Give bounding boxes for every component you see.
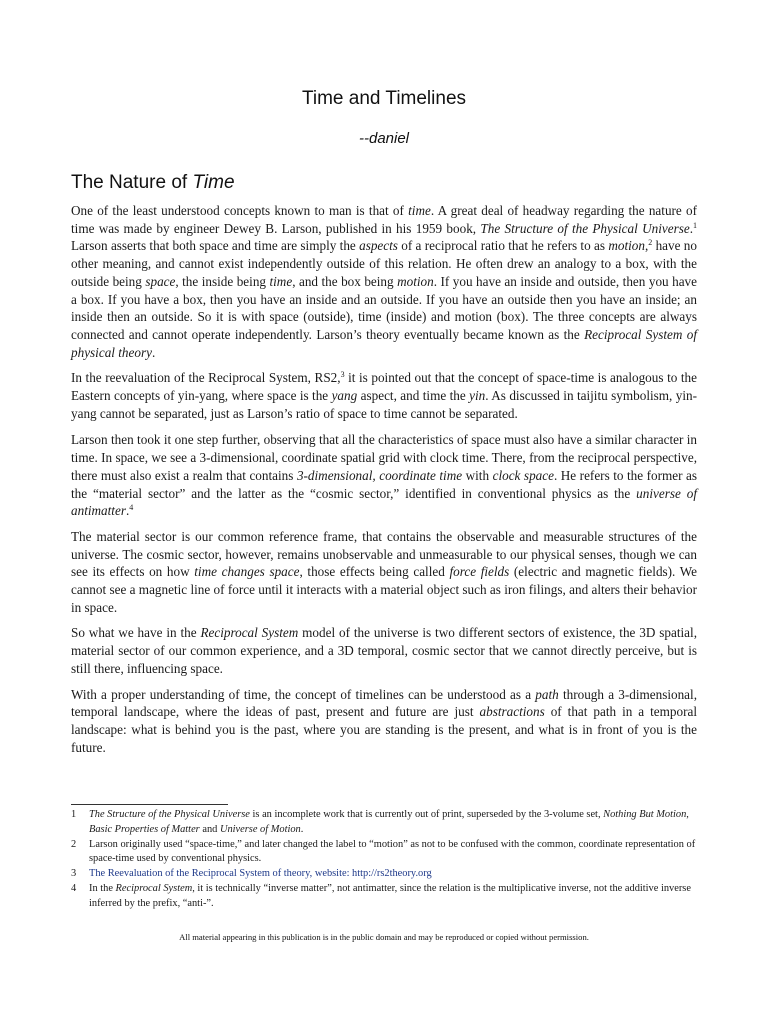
text-run: . xyxy=(300,823,304,835)
footnote-text xyxy=(89,808,711,838)
emphasis-text: time xyxy=(269,273,293,289)
footnote-text xyxy=(89,882,711,912)
text-run: it is pointed out that the concept of space-time is analogous to the Eastern concepts of yin-yang, where space is the xyxy=(71,370,697,404)
emphasis-text: universe of antimatter xyxy=(71,485,697,519)
text-run: is an incomplete work that is currently out of print, superseded by the 3-volume set, xyxy=(249,809,604,820)
section-heading-emphasis: Time xyxy=(192,172,235,193)
footnote-number: 4 xyxy=(71,882,77,894)
emphasis-text: Reciprocal System xyxy=(200,625,299,641)
paragraph xyxy=(71,528,697,617)
text-run: Larson asserts that both space and time are simply the xyxy=(71,238,360,254)
footnote-text xyxy=(89,838,711,868)
text-run: . xyxy=(125,503,130,519)
emphasis-text: Reciprocal System of physical theory xyxy=(71,326,698,360)
text-run: So what we have in the xyxy=(71,625,201,641)
footnote-number: 2 xyxy=(71,838,77,850)
paragraph xyxy=(71,686,697,757)
text-run: (electric and magnetic fields). We cannot see a magnetic line of force until it interacts with a material object such as iron filings, and alters their behavior in space. xyxy=(71,564,697,615)
text-run: . He refers to the former as the “material sector” and the latter as the “cosmic sector,” identified in conventional physics as the xyxy=(71,467,698,501)
footnote-divider xyxy=(71,804,228,805)
footnote xyxy=(71,882,711,912)
footnote-link[interactable] xyxy=(89,867,711,882)
text-run: In the xyxy=(89,882,116,894)
text-run: , it is technically “inverse matter”, not antimatter, since the relation is the multiplicative inverse, not the additive inverse inferred by the prefix, “anti-”. xyxy=(89,882,691,909)
text-run: of that path in a temporal landscape: what is behind you is the past, where you are standing is the present, and what is in front of you is the future. xyxy=(71,704,697,755)
footnote-ref[interactable]: 4 xyxy=(129,503,134,513)
emphasis-text: path xyxy=(535,686,559,702)
footnote-number: 3 xyxy=(71,868,77,880)
text-run: , xyxy=(644,238,649,254)
paragraph xyxy=(71,624,697,677)
text-run: have no other meaning, and cannot exist independently outside of this relation. He often drew an analogy to a box, with the outside being xyxy=(71,238,697,289)
paragraph xyxy=(71,369,697,422)
text-run: , and the box being xyxy=(292,273,398,289)
text-run: through a 3-dimensional, temporal landscape, where the ideas of past, present and future are just xyxy=(71,686,697,720)
footnote-ref[interactable]: 1 xyxy=(693,220,697,230)
emphasis-text: force fields xyxy=(449,564,510,580)
text-run: , xyxy=(686,809,689,820)
emphasis-text: abstractions xyxy=(479,704,545,720)
emphasis-text: yin xyxy=(469,388,486,404)
emphasis-text: The Structure of the Physical Universe xyxy=(480,220,690,236)
text-run: In the reevaluation of the Reciprocal System, RS2, xyxy=(71,370,341,386)
page-footer: All material appearing in this publication is in the public domain and may be reproduced or copied without permission. xyxy=(179,932,589,942)
text-run: One of the least understood concepts known to man is that of xyxy=(71,203,409,218)
text-run: Larson then took it one step further, observing that all the characteristics of space must also have a similar character in time. In space, we see a 3-dimensional, coordinate spatial grid with clock time. There, from the reciprocal perspective, there must also exist a realm that contains xyxy=(71,432,697,483)
emphasis-text: motion xyxy=(608,238,645,254)
text-run: . If you have an inside and outside, then you have a box. If you have a box, then you have an inside and an outside. If you have an outside then you have an inside; an inside then an outside. So it is with space (outside), time (inside) and motion (box). The three concepts are always connected and cannot operate independently. Larson’s theory eventually became known as the xyxy=(71,273,697,342)
text-run: and xyxy=(199,823,220,835)
text-run: . xyxy=(151,344,156,360)
emphasis-text: time xyxy=(408,203,431,218)
footnote xyxy=(71,838,711,868)
text-run: . A great deal of headway regarding the nature of time was made by engineer Dewey B. Larson, published in his 1959 book, xyxy=(71,203,698,236)
emphasis-text: Basic Properties of Matter xyxy=(89,823,200,835)
text-run: , those effects being called xyxy=(299,564,450,580)
emphasis-text: clock space xyxy=(492,467,554,483)
document-author: --daniel xyxy=(358,130,410,147)
emphasis-text: motion xyxy=(397,273,434,289)
section-heading xyxy=(71,172,235,194)
emphasis-text: The Structure of the Physical Universe xyxy=(89,809,250,820)
text-run: The Reevaluation of the Reciprocal System of theory, website: http://rs2theory.org xyxy=(89,868,432,880)
footnote-number: 1 xyxy=(71,809,77,820)
emphasis-text: time changes space xyxy=(194,564,300,580)
paragraph xyxy=(71,202,697,361)
text-run: aspect, and time the xyxy=(357,388,470,404)
text-run: , the inside being xyxy=(175,273,270,289)
emphasis-text: Reciprocal System xyxy=(115,882,193,894)
section-heading-prefix: The Nature of xyxy=(71,172,193,193)
text-run: . As discussed in taijitu symbolism, yin-yang cannot be separated, just as Larson’s ratio of space to time cannot be separated. xyxy=(71,388,697,421)
text-run: with xyxy=(462,467,493,483)
text-run: Larson originally used “space-time,” and later changed the label to “motion” as not to be confused with the common, coordinate representation of space-time used by conventional physics. xyxy=(89,838,696,865)
footnote-ref[interactable]: 3 xyxy=(340,370,345,380)
footnote[interactable] xyxy=(71,867,711,882)
emphasis-text: 3-dimensional, coordinate time xyxy=(296,467,463,483)
emphasis-text: space xyxy=(145,273,176,289)
footnotes xyxy=(71,808,711,912)
document-title: Time and Timelines xyxy=(301,88,467,109)
footnote xyxy=(71,808,711,838)
emphasis-text: Nothing But Motion xyxy=(603,809,687,820)
footnote-ref[interactable]: 2 xyxy=(648,238,653,248)
emphasis-text: Universe of Motion xyxy=(219,823,301,835)
text-run: The material sector is our common reference frame, that contains the observable and measurable structures of the universe. The cosmic sector, however, remains unobservable and unmeasurable to our physical senses, though we can see its effects on how xyxy=(71,528,697,580)
document-body xyxy=(71,202,697,764)
text-run: model of the universe is two different sectors of existence, the 3D spatial, material sector of our common experience, and a 3D temporal, cosmic sector that we cannot directly perceive, but is still there, influencing space. xyxy=(71,625,697,676)
text-run: . xyxy=(689,220,693,236)
paragraph xyxy=(71,431,697,520)
text-run: With a proper understanding of time, the concept of timelines can be understood as a xyxy=(71,686,536,702)
text-run: of a reciprocal ratio that he refers to as xyxy=(397,238,609,254)
emphasis-text: yang xyxy=(331,388,358,404)
emphasis-text: aspects xyxy=(359,238,398,254)
